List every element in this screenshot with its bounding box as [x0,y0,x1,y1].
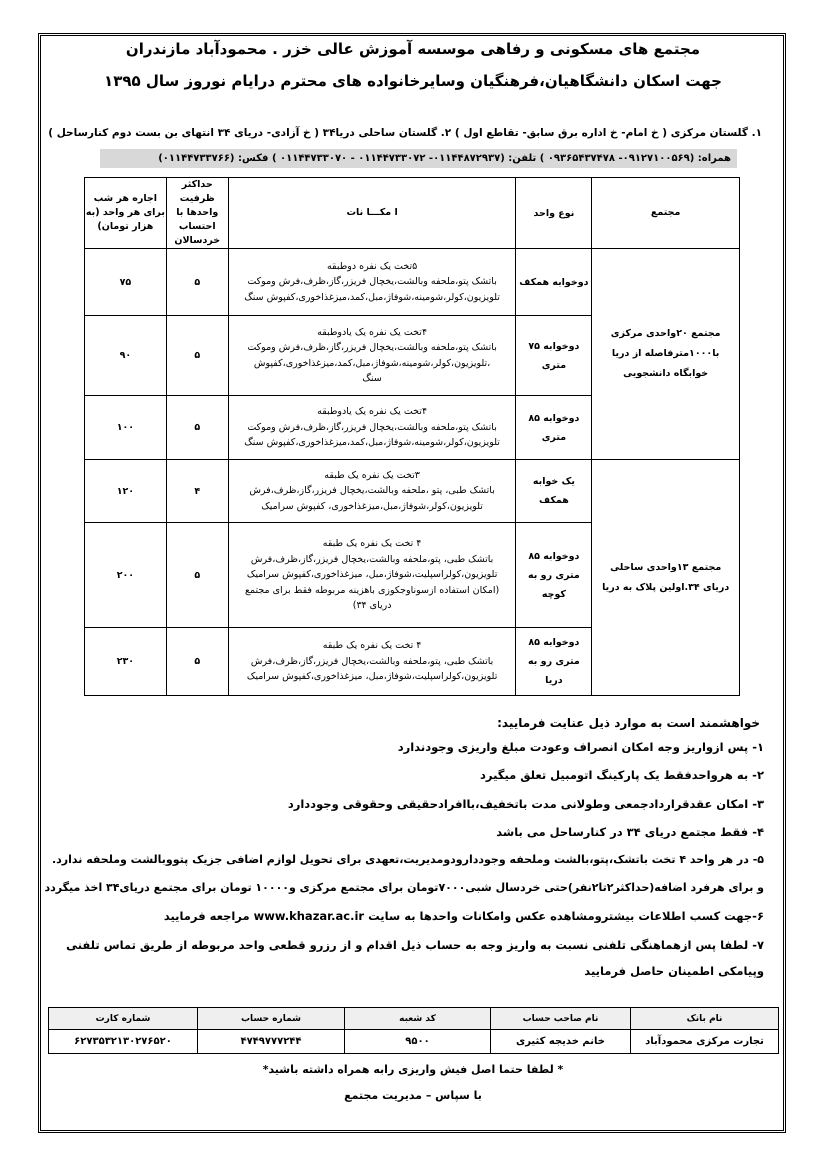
bank-header-cell: شماره کارت [49,1008,198,1030]
header-complex: مجتمع [592,178,740,249]
amenities-cell: ۳تخت یک نفره یک طبقه باتشک طبی، پتو ،ملحفه وبالشت،یخچال فریزر،گاز،ظرف،فرش تلویزیون،کولر،شوفاژ،مبل،میزغذاخوری، کفپوش سرامیک [228,460,516,523]
bank-value-row [49,1030,779,1054]
bank-table [48,1007,779,1054]
header-unit-type: نوع واحد [516,178,592,249]
unit-type-cell: دوخوابه ۸۵ متری [516,396,592,460]
amenities-cell: ۴تخت یک نفره یک یادوطبقه باتشک پتو،ملحفه وبالشت،یخچال فریزر،گاز،ظرف،فرش وموکت ،تلویزیون،کولر،شومینه،شوفاژ،مبل،کمد،میزغذاخوری،کفپوش سنگ [228,316,516,396]
amenities-cell: ۴ تخت یک نفره یک طبقه باتشک طبی، پتو،ملحفه وبالشت،یخچال فریزر،گاز،ظرف،فرش تلویزیون،کولراسپلیت،شوفاژ،مبل، میزغذاخوری،کفپوش سرامیک [228,628,516,696]
signature-line: با سپاس – مدیریت مجتمع [344,1089,482,1102]
capacity-cell: ۴ [166,460,228,523]
amenities-cell: ۵تخت یک نفره دوطبقه باتشک پتو،ملحفه وبالشت،یخچال فریزر،گاز،ظرف،فرش وموکت تلویزیون،کولر،شومینه،شوفاژ،مبل،کمد،میزغذاخوری،کفپوش سنگ [228,249,516,316]
capacity-cell: ۵ [166,523,228,628]
account-holder-value: خانم خدیجه کثیری [491,1030,631,1054]
unit-type-cell: یک خوابه همکف [516,460,592,523]
table-header-row [85,178,740,249]
price-cell: ۷۵ [85,249,167,316]
table-row [85,249,740,316]
unit-type-cell: دوخوابه ۸۵ متری رو به دریا [516,628,592,696]
bank-header-cell: شماره حساب [198,1008,345,1030]
price-cell: ۱۲۰ [85,460,167,523]
bank-header-cell: نام صاحب حساب [491,1008,631,1030]
bank-header-cell: نام بانک [631,1008,779,1030]
price-cell: ۲۳۰ [85,628,167,696]
price-cell: ۲۰۰ [85,523,167,628]
note-item: ۲- به هرواحدفقط یک پارکینگ اتومبیل تعلق میگیرد [480,768,764,782]
note-item: ۴- فقط مجتمع دریای ۳۴ در کنارساحل می باشد [496,825,764,839]
unit-type-cell: دوخوابه همکف [516,249,592,316]
capacity-cell: ۵ [166,316,228,396]
bank-header-row [49,1008,779,1030]
amenities-cell: ۴ تخت یک نفره یک طبقه باتشک طبی، پتو،ملحفه وبالشت،یخچال فریزر،گاز،ظرف،فرش تلویزیون،کولراسپلیت،شوفاژ،مبل، میزغذاخوری،کفپوش سرامیک (امکان استفاده ازسوناوجکوزی باهزینه مربوطه فقط برای مجتمع دریای ۳۴) [228,523,516,628]
bank-name-value: تجارت مرکزی محمودآباد [631,1030,779,1054]
header-capacity: حداکثر ظرفیت واحدها با احتساب خردسالان [166,178,228,249]
card-number-value: ۶۲۷۳۵۳۲۱۳۰۲۷۶۵۲۰ [49,1030,198,1054]
branch-code-value: ۹۵۰۰ [345,1030,491,1054]
contact-phones: همراه: (۰۹۱۲۷۱۰۰۵۶۹- ۰۹۳۶۵۴۳۷۴۷۸ ) تلفن: (۰۱۱۴۴۸۷۲۹۳۷- ۰۱۱۴۴۷۳۳۰۷۲ - ۰۱۱۴۴۷۳۳۰۷۰ ) فکس: (۰۱۱۴۴۷۳۳۷۶۶) [100,149,737,168]
page-subtitle: جهت اسکان دانشگاهیان،فرهنگیان وسایرخانواده های محترم درایام نوروز سال ۱۳۹۵ [104,72,722,90]
complex-cell: مجتمع ۲۰واحدی مرکزی با۱۰۰۰مترفاصله از دریا خوابگاه دانشجویی [592,249,740,460]
price-cell: ۹۰ [85,316,167,396]
account-number-value: ۴۷۴۹۷۷۷۲۴۴ [198,1030,345,1054]
page-title: مجتمع های مسکونی و رفاهی موسسه آموزش عالی خزر . محمودآباد مازندران [125,40,701,58]
note-item: ۵- در هر واحد ۴ تخت باتشک،پتو،بالشت وملحفه وجوددارودومدیریت،تعهدی برای تحویل لوازم اضافی جزیک پتووبالشت وملحفه ندارد. [51,853,764,866]
receipt-reminder: * لطفا حتما اصل فیش واریزی رابه همراه داشته باشید* [262,1063,564,1076]
note-item: و برای هرفرد اضافه(حداکثر۲تا۲نفر)حتی خردسال شبی۷۰۰۰تومان برای مجتمع مرکزی و۱۰۰۰۰ تومان برای مجتمع دریای۳۴ اخذ میگردد [44,881,764,894]
addresses: ۱. گلستان مرکزی ( خ امام- خ اداره برق سابق- تقاطع اول ) ۲. گلستان ساحلی دریا۳۴ ( خ آزادی- دریای ۳۴ انتهای بن بست دوم کنارساحل ) [48,127,762,139]
units-table [84,177,740,696]
note-item: ۷- لطفا پس ازهماهنگی تلفنی نسبت به واریز وجه به حساب ذیل اقدام و از رزرو قطعی واحد مربوطه از طریق تماس تلفنی وپیامکی اطمینان حاصل فرمایید [66,938,764,978]
unit-type-cell: دوخوابه ۸۵ متری رو به کوچه [516,523,592,628]
amenities-cell: ۴تخت یک نفره یک یادوطبقه باتشک پتو،ملحفه وبالشت،یخچال فریزر،گاز،ظرف،فرش وموکت تلویزیون،کولر،شومینه،شوفاژ،مبل،کمد،میزغذاخوری،کفپوش سنگ [228,396,516,460]
header-amenities: ا مکـــا نات [228,178,516,249]
bank-header-cell: کد شعبه [345,1008,491,1030]
note-item: ۶-جهت کسب اطلاعات بیشترومشاهده عکس وامکانات واحدها به سایت www.khazar.ac.ir مراجعه فرمایید [163,909,764,923]
table-row [85,460,740,523]
note-item: ۳- امکان عقدقراردادجمعی وطولانی مدت باتخفیف،باافرادحقیقی وحقوقی وجوددارد [287,797,764,811]
header-price: اجاره هر شب برای هر واحد (به هزار تومان) [85,178,167,249]
unit-type-cell: دوخوابه ۷۵ متری [516,316,592,396]
capacity-cell: ۵ [166,396,228,460]
note-item: ۱- پس ازواریز وجه امکان انصراف وعودت مبلغ واریزی وجودندارد [397,740,764,754]
price-cell: ۱۰۰ [85,396,167,460]
notes-heading: خواهشمند است به موارد ذیل عنایت فرمایید: [497,716,760,730]
complex-cell: مجتمع ۱۳واحدی ساحلی دریای ۳۴.اولین پلاک به دریا [592,460,740,696]
capacity-cell: ۵ [166,628,228,696]
capacity-cell: ۵ [166,249,228,316]
